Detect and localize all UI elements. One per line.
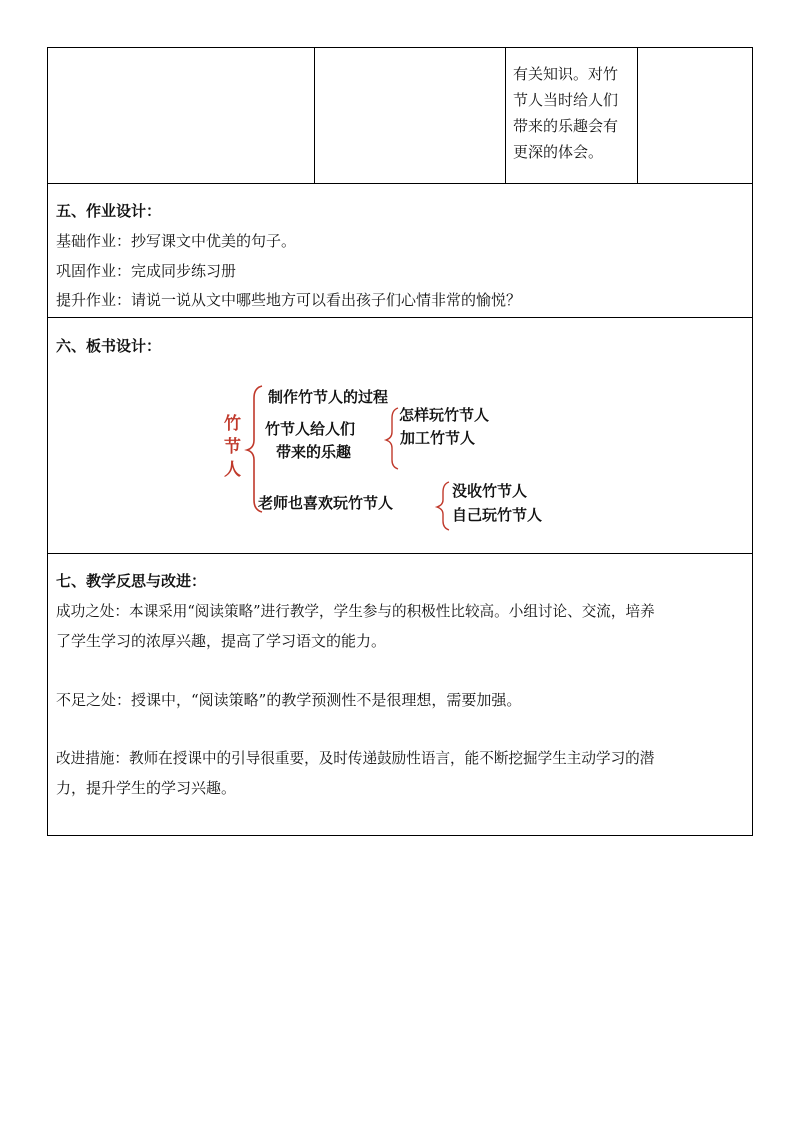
- reflection-title: 七、教学反思与改进：: [56, 572, 207, 590]
- board-item-1: 制作竹节人的过程: [268, 388, 389, 406]
- cell-line: 节人当时给人们: [513, 91, 619, 109]
- board-item-2-sub1: 怎样玩竹节人: [399, 406, 490, 424]
- board-item-2-sub2: 加工竹节人: [400, 429, 476, 447]
- homework-line-consolidate: 巩固作业：完成同步练习册: [56, 262, 237, 280]
- board-main-title-char: 人: [224, 460, 241, 480]
- board-item-2-line1: 竹节人给人们: [265, 420, 356, 438]
- reflection-success-line2: 了学生学习的浓厚兴趣，提高了学习语文的能力。: [56, 632, 387, 650]
- board-sub-brace-2: [386, 408, 398, 469]
- reflection-shortcoming: 不足之处：授课中，“阅读策略”的教学预测性不是很理想，需要加强。: [56, 691, 522, 709]
- board-item-3: 老师也喜欢玩竹节人: [258, 494, 394, 512]
- homework-line-advanced: 提升作业：请说一说从文中哪些地方可以看出孩子们心情非常的愉悦？: [56, 291, 522, 309]
- homework-line-basic: 基础作业：抄写课文中优美的句子。: [56, 232, 297, 250]
- cell-line: 更深的体会。: [513, 143, 604, 161]
- reflection-improvement-line2: 力，提升学生的学习兴趣。: [56, 779, 237, 797]
- board-item-3-sub1: 没收竹节人: [452, 482, 528, 500]
- board-main-title-char: 竹: [224, 414, 241, 434]
- board-item-3-sub2: 自己玩竹节人: [452, 506, 543, 524]
- board-sub-brace-3: [437, 482, 449, 530]
- cell-line: 有关知识。对竹: [513, 65, 619, 83]
- board-item-2-line2: 带来的乐趣: [276, 443, 352, 461]
- reflection-improvement-line1: 改进措施：教师在授课中的引导很重要，及时传递鼓励性语言，能不断挖掘学生主动学习的潜: [56, 750, 655, 767]
- board-title: 六、板书设计：: [56, 337, 162, 355]
- homework-title: 五、作业设计：: [56, 202, 162, 220]
- cell-line: 带来的乐趣会有: [513, 117, 619, 135]
- reflection-success-line1: 成功之处：本课采用“阅读策略”进行教学，学生参与的积极性比较高。小组讨论、交流，培养: [56, 603, 655, 620]
- board-main-title-char: 节: [224, 437, 241, 457]
